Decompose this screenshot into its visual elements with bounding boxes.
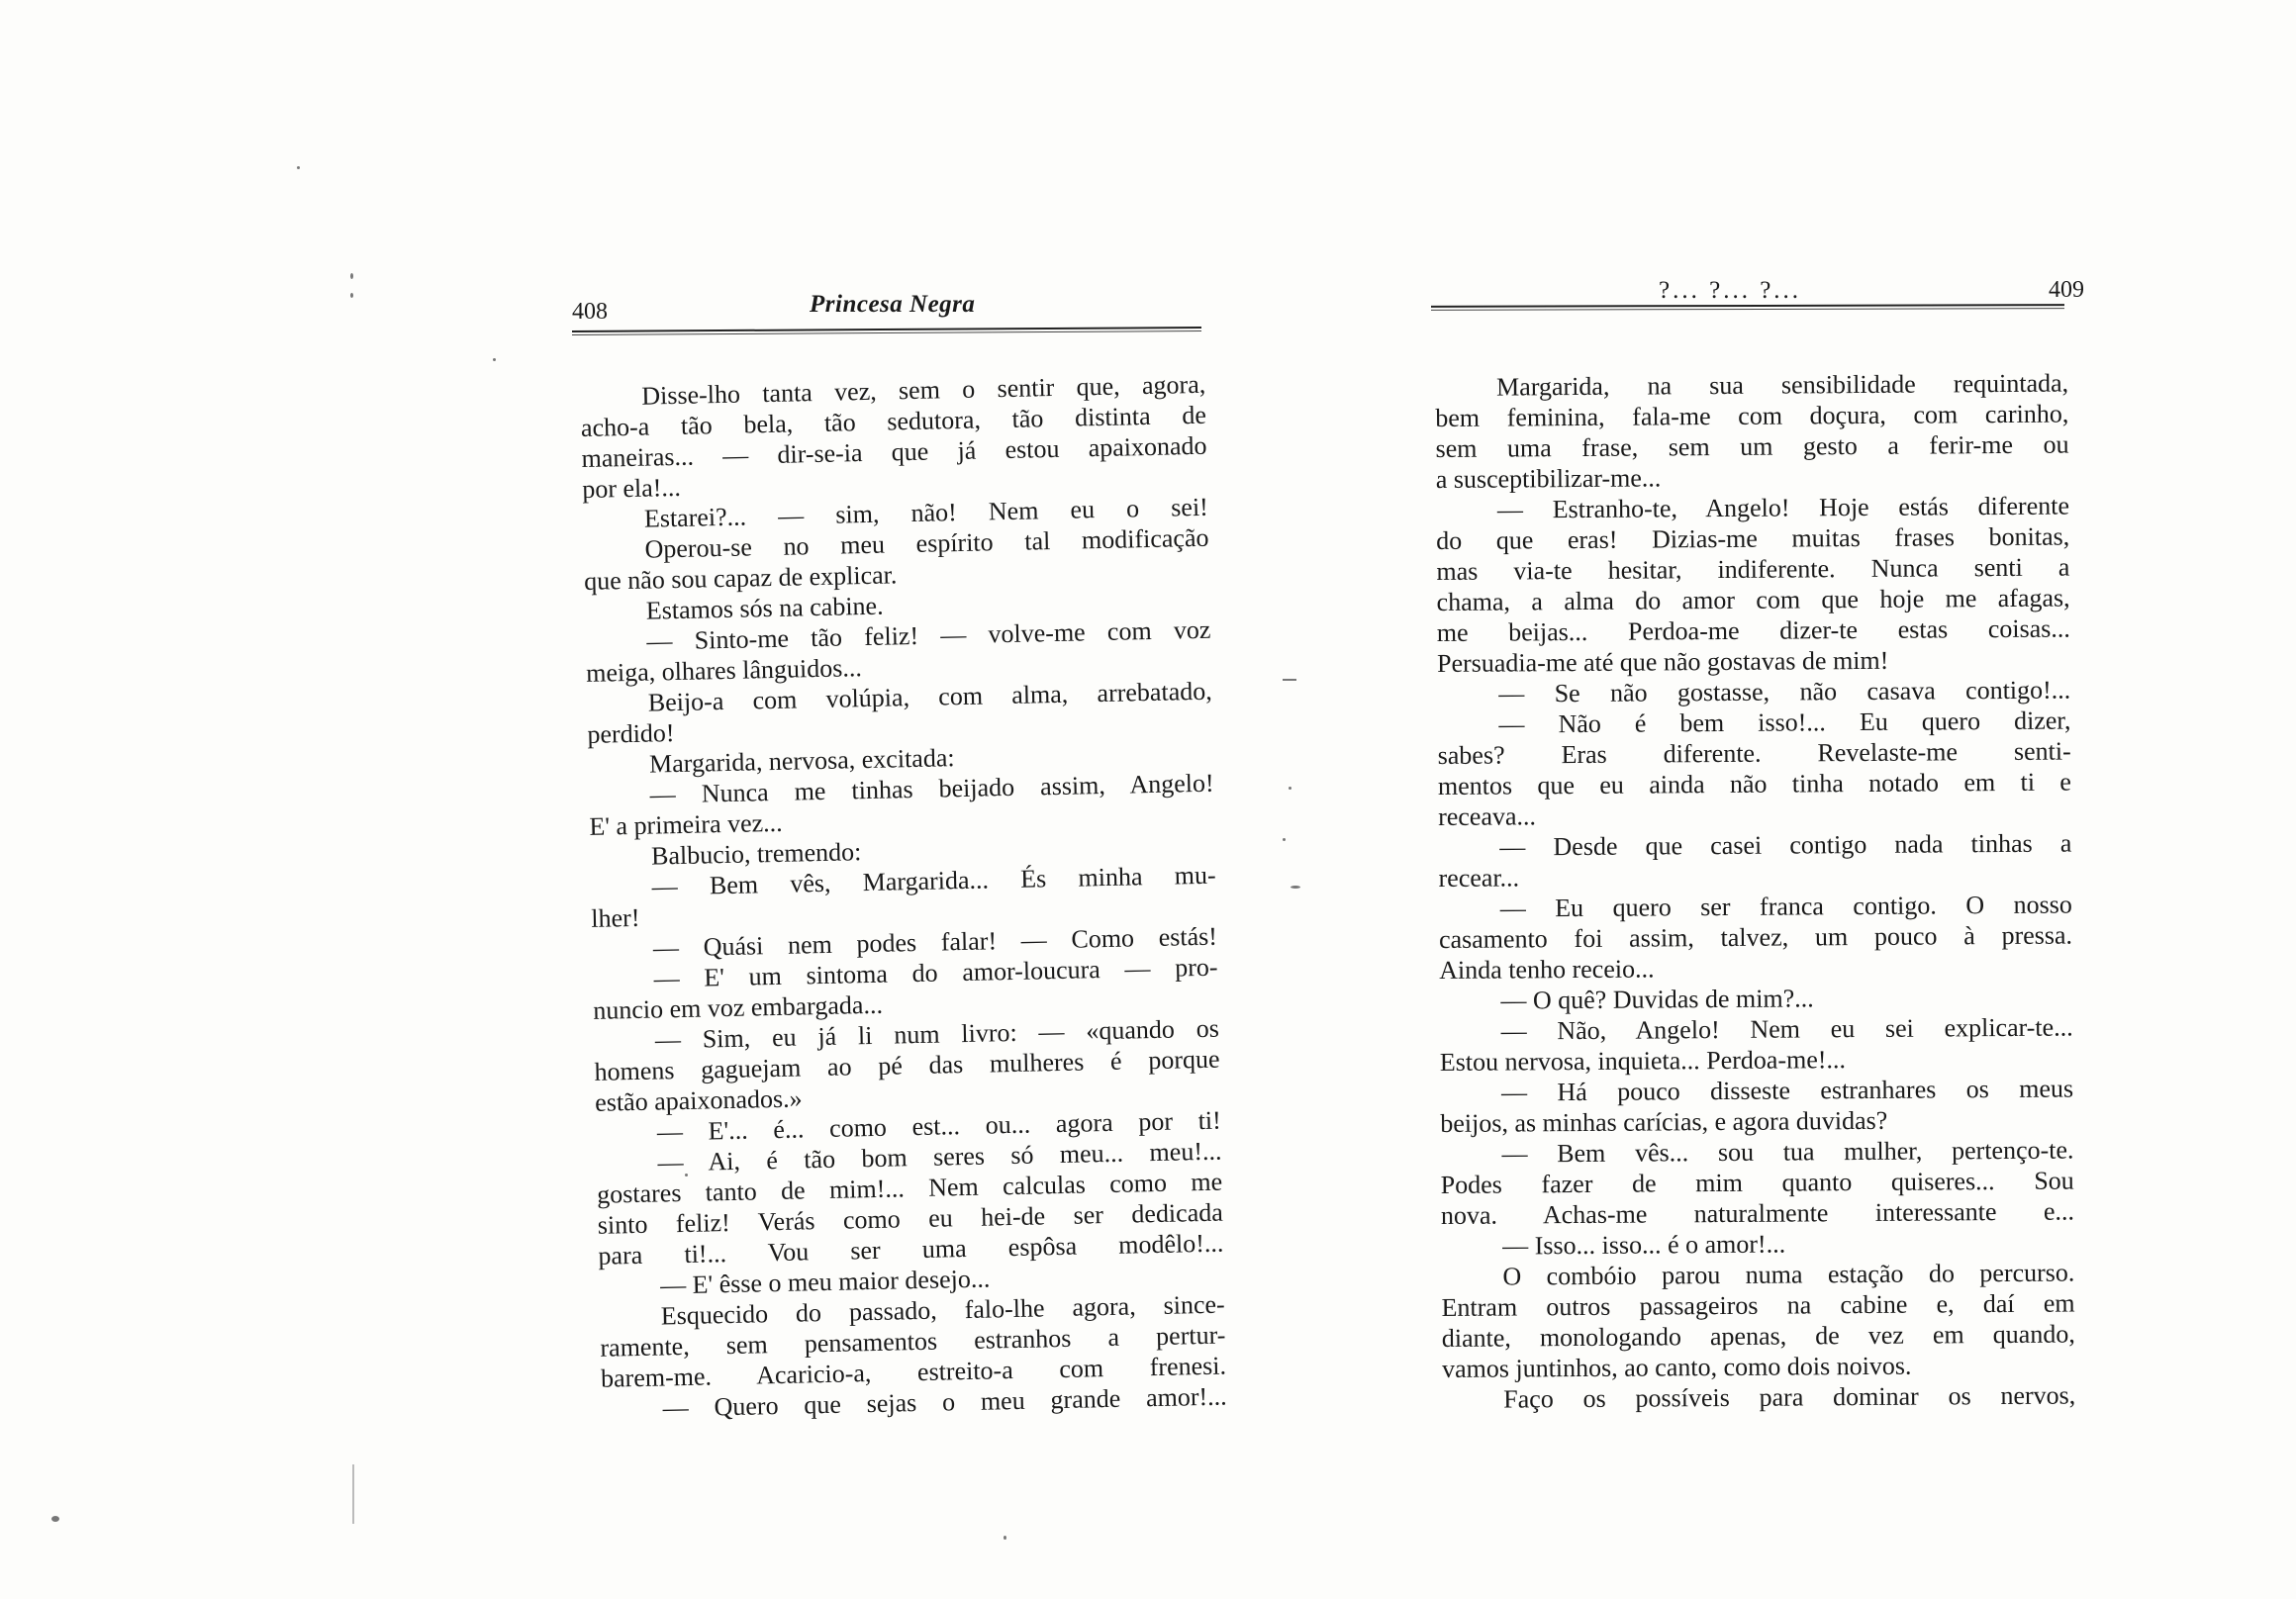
text-line: Esquecido do passado, falo-lhe agora, since- [660,1289,1225,1331]
text-line: bem feminina, fala-me com doçura, com carinho, [1435,399,2069,432]
text-line: — Desde que casei contigo nada tinhas a [1499,828,2072,862]
text-line: maneiras... — dir-se-ia que já estou apaixonado [581,430,1207,473]
page-number: 409 [2049,277,2084,303]
text-line: beijos, as minhas carícias, e agora duvidas? [1440,1105,1888,1138]
text-line: para ti!... Vou ser uma espôsa modêlo!... [598,1228,1224,1270]
running-title: Princesa Negra [810,291,976,318]
text-line: do que eras! Dizias-me muitas frases bonitas, [1436,521,2070,555]
scan-speck [493,358,496,361]
text-line: — O quê? Duvidas de mim?... [1500,984,1814,1015]
text-line: Persuadia-me até que não gostavas de mim! [1436,645,1889,678]
header-rule [572,327,1201,335]
left-page-body [580,369,1227,1425]
text-line: — Se não gostasse, não casava contigo!... [1498,675,2071,708]
text-line: meiga, olhares lânguidos... [585,653,863,688]
text-line: Estamos sós na cabine. [645,591,884,625]
scan-speck [51,1516,59,1522]
text-line: — Não é bem isso!... Eu quero dizer, [1498,705,2071,739]
text-line: homens gaguejam ao pé das mulheres é porque [594,1044,1220,1086]
text-line: gostares tanto de mim!... Nem calculas como me [596,1167,1223,1209]
text-line: E' a primeira vez... [589,807,783,841]
text-line: Faço os possíveis para dominar os nervos, [1503,1380,2076,1414]
text-line: O combóio parou numa estação do percurso. [1502,1258,2075,1291]
text-line: barem-me. Acaricio-a, estreito-a com frenesi. [600,1351,1227,1393]
text-line: Podes fazer de mim quanto quiseres... Sou [1440,1166,2074,1199]
text-line: — Há pouco disseste estranhares os meus [1500,1074,2074,1107]
text-line: mas via-te hesitar, indiferente. Nunca senti a [1436,552,2070,586]
text-line: casamento foi assim, talvez, um pouco à pressa. [1438,920,2073,954]
right-page-body [1435,368,2075,1415]
scan-speck [1283,679,1296,681]
text-line: — Não, Angelo! Nem eu sei explicar-te... [1500,1012,2073,1046]
page-number: 408 [572,299,608,325]
text-line: — E'... é... como est... ou... agora por ti! [656,1105,1222,1147]
text-line: receava... [1438,801,1537,831]
right-page [1431,277,2084,1414]
text-line: — E' um sintoma do amor-loucura — pro- [653,952,1218,993]
right-page-header [1431,277,2084,321]
text-line: — Estranho-te, Angelo! Hoje estás diferente [1496,491,2070,524]
scan-speck [350,293,353,298]
text-line: chama, a alma do amor com que hoje me afagas, [1436,583,2070,616]
text-line: Disse-lho tanta vez, sem o sentir que, agora, [641,369,1206,411]
text-line: por ela!... [581,472,682,504]
text-line: sem uma frase, sem um gesto a ferir-me ou [1435,429,2069,463]
text-line: mentos que eu ainda não tinha notado em ti e [1437,767,2072,800]
scan-speck [1283,838,1286,841]
text-line: me beijas... Perdoa-me dizer-te estas coisas... [1436,613,2070,647]
text-line: Beijo-a com volúpia, com alma, arrebatado, [647,676,1212,717]
text-line: ramente, sem pensamentos estranhos a pertur- [600,1320,1226,1363]
text-line: nova. Achas-me naturalmente interessante e... [1440,1196,2075,1230]
text-line: sabes? Eras diferente. Revelaste-me senti- [1437,736,2071,770]
text-line: — Nunca me tinhas beijado assim, Angelo! [649,768,1214,809]
left-page [572,277,1227,1423]
text-line: diante, monologando apenas, de vez em quando, [1441,1319,2075,1353]
text-line: Margarida, na sua sensibilidade requintada, [1496,368,2069,402]
text-line: Estarei?... — sim, não! Nem eu o sei! [643,492,1209,533]
scan-speck [1004,1536,1006,1540]
scan-speck [297,166,300,169]
text-line: — Sinto-me tão feliz! — volve-me com voz [646,614,1211,656]
text-line: — Isso... isso... é o amor!... [1502,1229,1786,1261]
text-line: Operou-se no meu espírito tal modificação [644,522,1209,564]
scan-speck [350,273,353,279]
text-line: sinto feliz! Verás como eu hei-de ser dedicada [597,1197,1224,1240]
text-line: — Bem vês, Margarida... És minha mu- [651,860,1216,901]
text-line: Margarida, nervosa, excitada: [648,743,955,779]
text-line: Entram outros passageiros na cabine e, daí em [1441,1288,2075,1322]
running-title: ?... ?... ?... [1659,277,1802,304]
text-line: Balbucio, tremendo: [650,837,862,871]
text-line: nuncio em voz embargada... [593,989,884,1025]
text-line: — Quero que sejas o meu grande amor!... [662,1381,1227,1423]
text-line: acho-a tão bela, tão sedutora, tão distinta de [580,400,1207,442]
text-line: Estou nervosa, inquieta... Perdoa-me!... [1439,1045,1847,1077]
text-line: vamos juntinhos, ao canto, como dois noivos. [1441,1351,1912,1383]
text-line: perdido! [587,718,675,749]
text-line: a susceptibilizar-me... [1435,463,1662,494]
scan-speck [1289,787,1292,790]
header-rule [1431,304,2064,311]
text-line: recear... [1438,863,1520,893]
text-line: — Eu quero ser franca contigo. O nosso [1499,890,2072,923]
text-line: — Ai, é tão bom seres só meu... meu!... [657,1136,1222,1177]
text-line: Ainda tenho receio... [1439,954,1655,985]
text-line: — E' êsse o meu maior desejo... [659,1264,991,1300]
text-line: — Sim, eu já li num livro: — «quando os [654,1013,1220,1055]
left-page-header [572,277,1225,325]
scan-speck [352,1464,354,1524]
text-line: estão apaixonados.» [594,1083,803,1117]
text-line: — Bem vês... sou tua mulher, pertenço-te. [1501,1135,2074,1169]
text-line: que não sou capaz de explicar. [583,560,898,596]
text-line: — Quási nem podes falar! — Como estás! [652,921,1218,963]
scan-speck [1291,886,1300,889]
text-line: lher! [591,902,640,933]
